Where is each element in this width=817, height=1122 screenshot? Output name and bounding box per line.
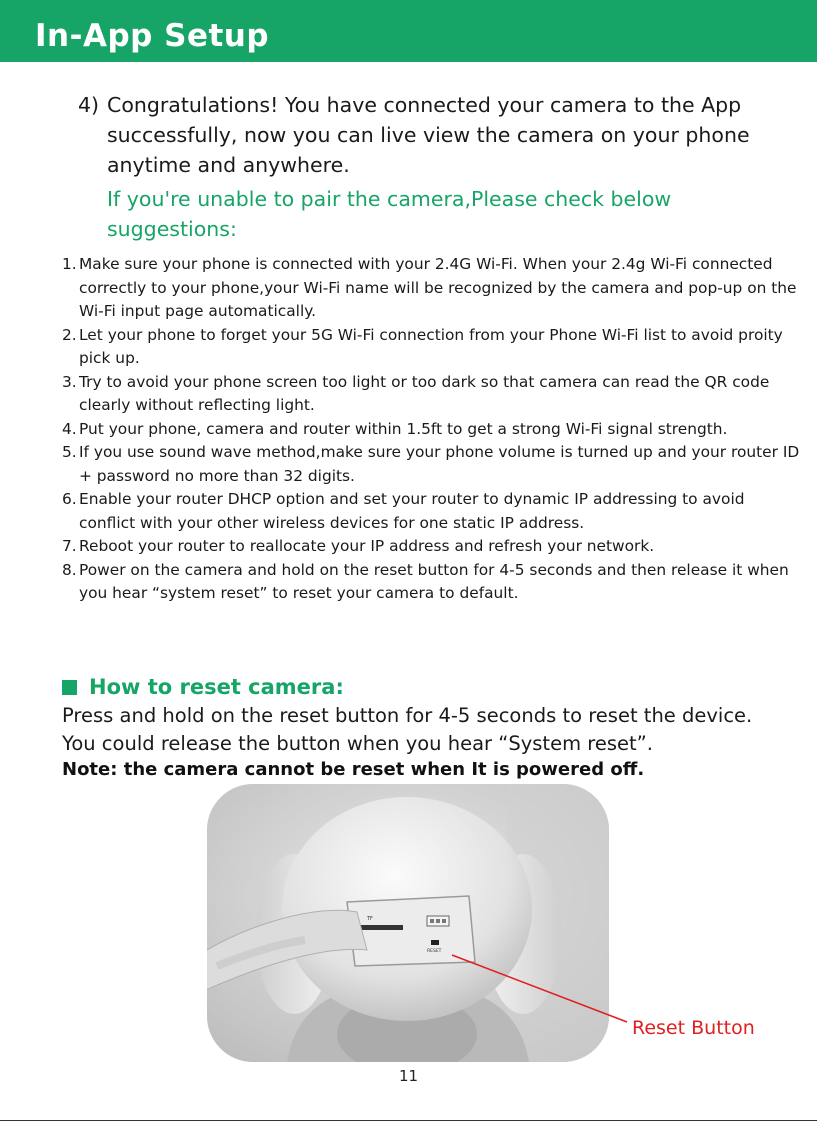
list-item-number: 3. — [62, 372, 77, 391]
camera-illustration — [207, 784, 609, 1062]
list-item-number: 2. — [62, 325, 77, 344]
list-item — [62, 559, 802, 606]
step-text: Congratulations! You have connected your camera to the App successfully, now you can live view the camera on your phone anytime and anywhere. — [107, 93, 750, 177]
setup-step — [78, 90, 768, 244]
list-item-text: Let your phone to forget your 5G Wi-Fi connection from your Phone Wi-Fi list to avoid proity pick up. — [79, 325, 783, 367]
tf-slot — [357, 925, 403, 930]
list-item-number: 4. — [62, 419, 77, 438]
list-item-text: Make sure your phone is connected with your 2.4G Wi-Fi. When your 2.4g Wi-Fi connected correctly to your phone,your Wi-Fi name will be recognized by the camera and pop-up on the Wi-Fi input page automatically. — [79, 255, 797, 320]
troubleshooting-list — [62, 253, 802, 606]
page-number: 11 — [398, 1067, 419, 1085]
list-item — [62, 324, 802, 371]
reset-section-heading — [62, 672, 344, 702]
list-item-text: Reboot your router to reallocate your IP address and refresh your network. — [79, 537, 655, 555]
footer-divider — [0, 1120, 817, 1121]
list-item — [62, 418, 802, 442]
reset-button-callout: Reset Button — [632, 1017, 755, 1039]
list-item-text: Put your phone, camera and router within 1.5ft to get a strong Wi-Fi signal strength. — [79, 419, 728, 438]
list-item — [62, 253, 802, 324]
sd-card-compartment — [347, 896, 475, 966]
list-item-text: Enable your router DHCP option and set your router to dynamic IP addressing to avoid conflict with your other wireless devices for one static IP address. — [79, 490, 745, 532]
list-item — [62, 535, 802, 559]
list-item-text: Power on the camera and hold on the reset button for 4-5 seconds and then release it when you hear “system reset” to reset your camera to default. — [79, 560, 789, 602]
reset-note: Note: the camera cannot be reset when It is powered off. — [62, 759, 645, 780]
square-bullet-icon — [62, 680, 77, 695]
page-title: In-App Setup — [35, 18, 270, 54]
list-item — [62, 371, 802, 418]
list-item-number: 6. — [62, 490, 77, 508]
list-item-number: 1. — [62, 255, 77, 273]
step-number: 4) — [78, 93, 100, 117]
reset-section-title: How to reset camera: — [89, 675, 344, 699]
list-item-text: Try to avoid your phone screen too light or too dark so that camera can read the QR code clearly without reflecting light. — [79, 372, 770, 414]
reset-description: Press and hold on the reset button for 4-5 seconds to reset the device. You could release the button when you hear “System reset”. — [62, 704, 753, 755]
camera-photo — [207, 784, 609, 1062]
pairing-warning: If you're unable to pair the camera,Please check below suggestions: — [107, 187, 672, 241]
reset-slot-label: RESET — [427, 949, 442, 954]
list-item-number: 5. — [62, 443, 77, 461]
header-banner — [0, 0, 817, 62]
list-item-number: 8. — [62, 560, 77, 579]
tf-slot-label: TF — [367, 916, 373, 922]
reset-button-icon — [431, 940, 439, 945]
list-item — [62, 441, 802, 488]
list-item-text: If you use sound wave method,make sure your phone volume is turned up and your router ID + password no more than 32 digits. — [79, 443, 800, 485]
list-item-number: 7. — [62, 537, 77, 555]
list-item — [62, 488, 802, 535]
